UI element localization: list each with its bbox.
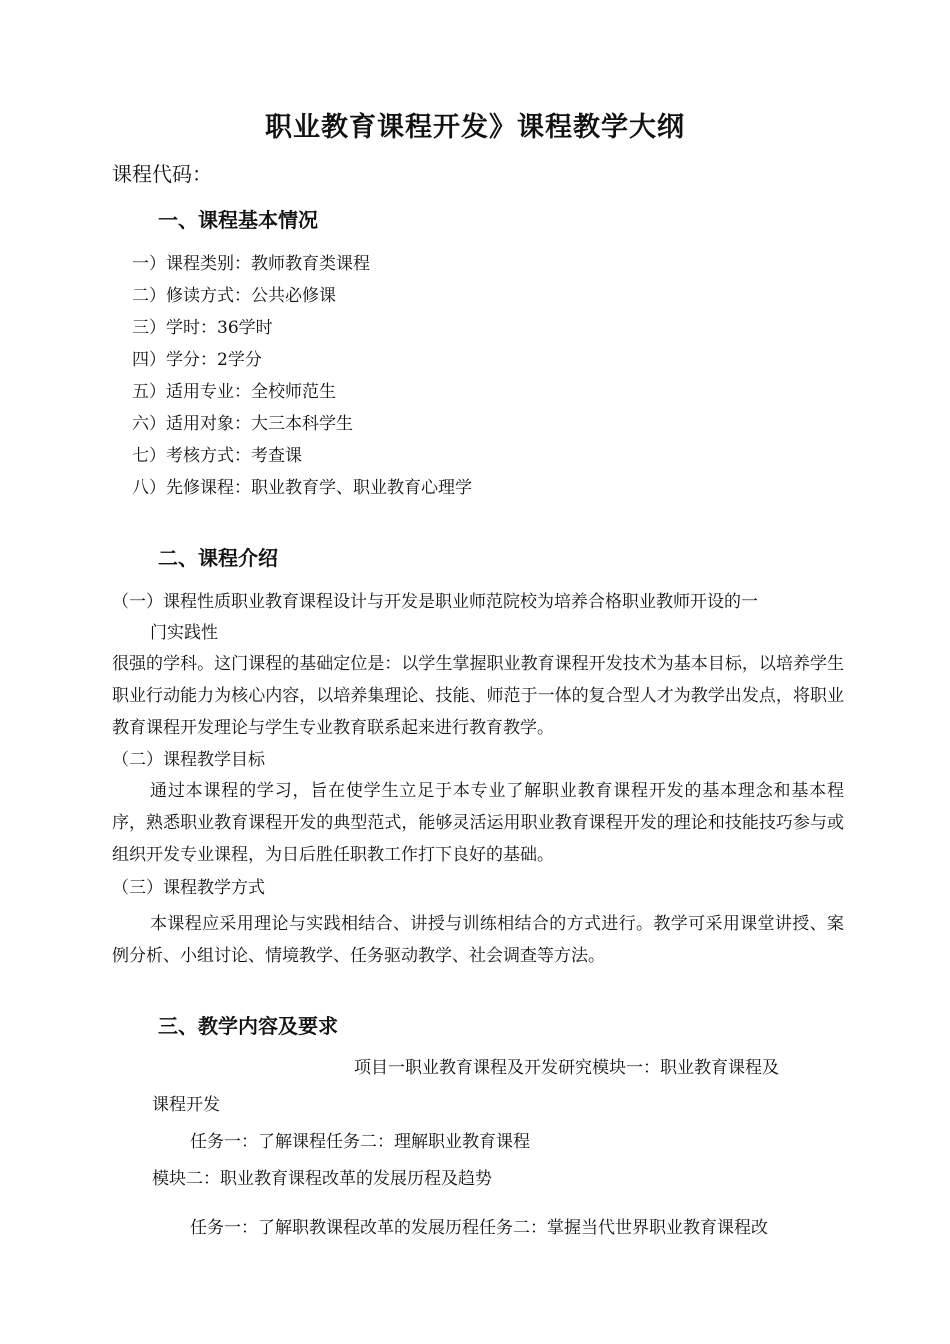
section-heading-introduction: 二、课程介绍 [158, 546, 278, 570]
module-one-tasks: 任务一：了解课程任务二：理解职业教育课程 [190, 1132, 530, 1152]
teaching-goals-heading: （二）课程教学目标 [112, 750, 265, 770]
project-one-line-cont: 课程开发 [152, 1095, 220, 1115]
info-item-credits: 四）学分：2学分 [132, 350, 262, 370]
section-heading-basic-info: 一、课程基本情况 [158, 208, 318, 232]
info-item-category: 一）课程类别：教师教育类课程 [132, 254, 370, 274]
info-item-hours: 三）学时：36学时 [132, 318, 273, 338]
section-heading-content: 三、教学内容及要求 [158, 1014, 338, 1038]
teaching-methods-heading: （三）课程教学方式 [112, 878, 265, 898]
info-item-major: 五）适用专业：全校师范生 [132, 382, 336, 402]
info-item-assessment: 七）考核方式：考查课 [132, 446, 302, 466]
course-nature-line2: 门实践性 [150, 623, 218, 643]
course-code-label: 课程代码： [112, 162, 212, 186]
info-item-audience: 六）适用对象：大三本科学生 [132, 414, 353, 434]
teaching-goals-body: 通过本课程的学习，旨在使学生立足于本专业了解职业教育课程开发的基本理念和基本程序，熟悉职业教育课程开发的典型范式，能够灵活运用职业教育课程开发的理论和技能技巧参与或组织开发专业课程，为日后胜任职教工作打下良好的基础。 [112, 781, 844, 865]
teaching-methods-body: 本课程应采用理论与实践相结合、讲授与训练相结合的方式进行。教学可采用课堂讲授、案例分析、小组讨论、情境教学、任务驱动教学、社会调查等方法。 [112, 914, 844, 966]
info-item-prerequisites: 八）先修课程：职业教育学、职业教育心理学 [132, 478, 472, 498]
course-nature-body: 很强的学科。这门课程的基础定位是：以学生掌握职业教育课程开发技术为基本目标，以培养学生职业行动能力为核心内容，以培养集理论、技能、师范于一体的复合型人才为教学出发点，将职业教育课程开发理论与学生专业教育联系起来进行教育教学。 [112, 654, 844, 738]
document-title: 职业教育课程开发》课程教学大纲 [265, 112, 685, 143]
project-one-line: 项目一职业教育课程及开发研究模块一：职业教育课程及 [354, 1058, 779, 1078]
module-two-title: 模块二：职业教育课程改革的发展历程及趋势 [152, 1169, 492, 1189]
info-item-study-mode: 二）修读方式：公共必修课 [132, 286, 336, 306]
module-two-tasks: 任务一：了解职教课程改革的发展历程任务二：掌握当代世界职业教育课程改 [190, 1218, 768, 1238]
course-nature-line1: （一）课程性质职业教育课程设计与开发是职业师范院校为培养合格职业教师开设的一 [112, 592, 758, 612]
